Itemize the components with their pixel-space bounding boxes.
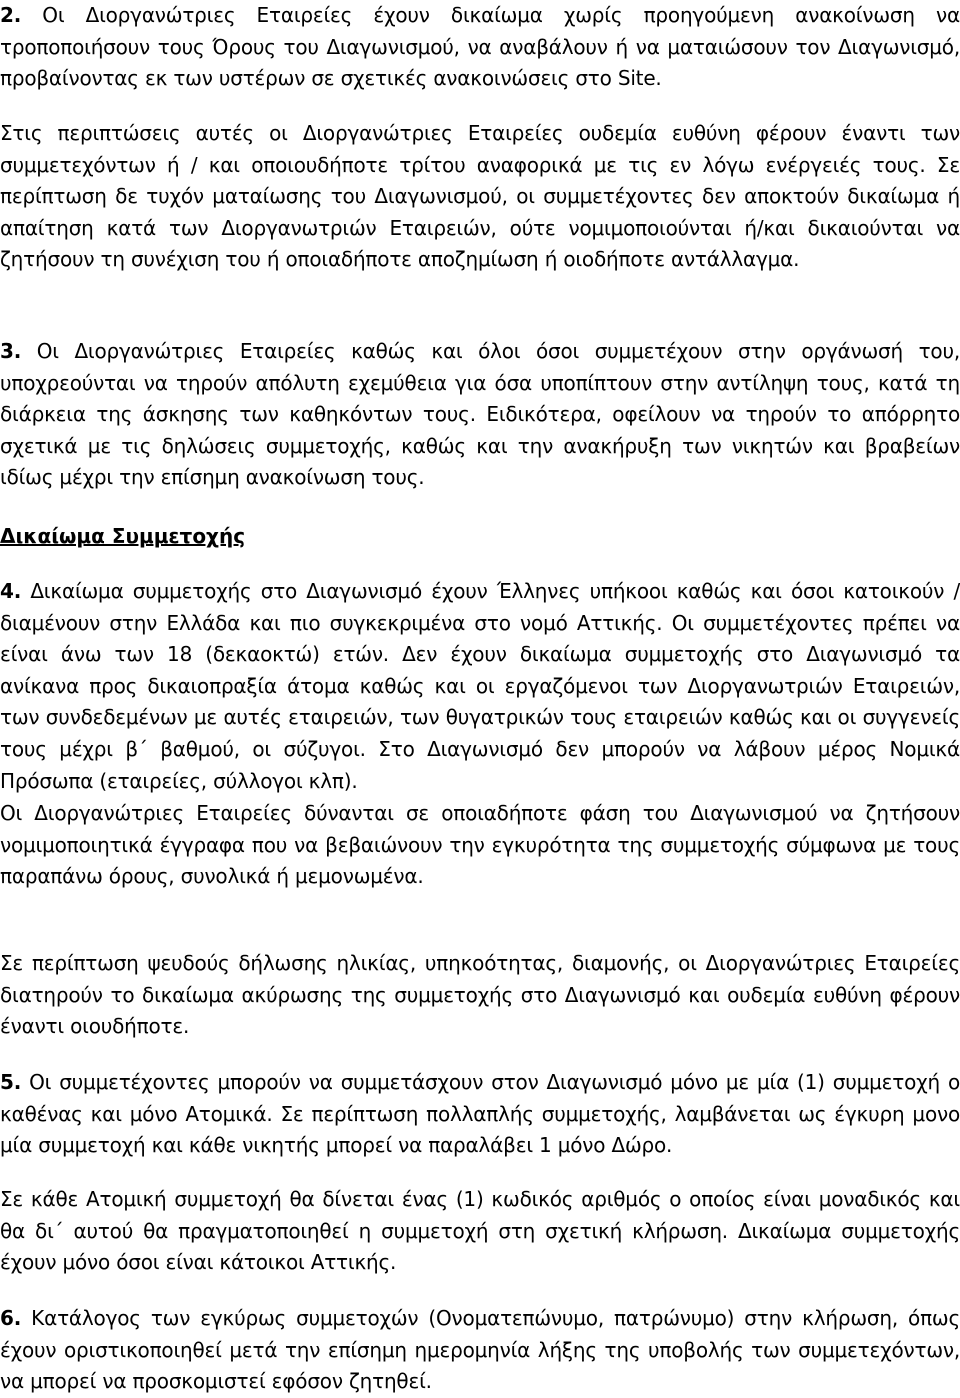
section-3-number: 3. (0, 339, 22, 363)
section-2-paragraph (0, 0, 960, 95)
section-3-text: Οι Διοργανώτριες Εταιρείες καθώς και όλοι όσοι συμμετέχουν στην οργάνωσή του, υποχρεούνται να τηρούν απόλυτη εχεμύθεια για όσα υποπίπτουν στην αντίληψη τους, κατά τη διάρκεια της άσκησης των καθηκόντων τους. Ειδικότερα, οφείλουν να τηρούν το απόρρητο σχετικά με τις δηλώσεις συμμετοχής, καθώς και την ανακήρυξη των νικητών και βραβείων ιδίως μέχρι την επίσημη ανακοίνωση τους. (0, 339, 960, 490)
section-5-text: Οι συμμετέχοντες μπορούν να συμμετάσχουν στον Διαγωνισμό μόνο με μία (1) συμμετοχή ο καθένας και μόνο Ατομικά. Σε περίπτωση πολλαπλής συμμετοχής, λαμβάνεται ως έγκυρη μονο μία συμμετοχή και κάθε νικητής μπορεί να παραλάβει 1 μόνο Δώρο. (0, 1070, 960, 1158)
section-5-code-paragraph: Σε κάθε Ατομική συμμετοχή θα δίνεται ένας (1) κωδικός αριθμός ο οποίος είναι μοναδικός και θα δι΄ αυτού θα πραγματοποιηθεί η συμμετοχή στη σχετική κλήρωση. Δικαίωμα συμμετοχής έχουν μόνο όσοι είναι κάτοικοι Αττικής. (0, 1187, 960, 1275)
section-5-paragraph (0, 1067, 960, 1162)
section-6-number: 6. (0, 1306, 22, 1330)
participation-right-heading: Δικαίωμα Συμμετοχής (0, 524, 246, 548)
section-2-followup-paragraph: Στις περιπτώσεις αυτές οι Διοργανώτριες Εταιρείες ουδεμία ευθύνη φέρουν έναντι των συμμετεχόντων ή / και οποιουδήποτε τρίτου αναφορικά με τις εν λόγω ενέργειές τους. Σε περίπτωση δε τυχόν ματαίωσης του Διαγωνισμού, οι συμμετέχοντες δεν αποκτούν δικαίωμα ή απαίτηση κατά των Διοργανωτριών Εταιρειών, ούτε νομιμοποιούνται ή/και δικαιούνται να ζητήσουν τη συνέχιση του ή οποιαδήποτε αποζημίωση ή οιοδήποτε αντάλλαγμα. (0, 121, 960, 272)
section-4-documents-paragraph: Οι Διοργανώτριες Εταιρείες δύνανται σε οποιαδήποτε φάση του Διαγωνισμού να ζητήσουν νομιμοποιητικά έγγραφα που να βεβαιώνουν την εγκυρότητα της συμμετοχής σύμφωνα με τους παραπάνω όρους, συνολικά ή μεμονωμένα. (0, 801, 960, 889)
section-2-number: 2. (0, 3, 22, 27)
section-5-number: 5. (0, 1070, 22, 1094)
section-4-paragraph (0, 576, 960, 797)
section-3-paragraph (0, 336, 960, 494)
section-6-paragraph (0, 1303, 960, 1398)
section-4-false-declaration-paragraph: Σε περίπτωση ψευδούς δήλωσης ηλικίας, υπηκοότητας, διαμονής, οι Διοργανώτριες Εταιρείες διατηρούν το δικαίωμα ακύρωσης της συμμετοχής στο Διαγωνισμό και ουδεμία ευθύνη φέρουν έναντι οιουδήποτε. (0, 951, 960, 1039)
section-4-number: 4. (0, 579, 22, 603)
section-6-text: Κατάλογος των εγκύρως συμμετοχών (Ονοματεπώνυμο, πατρώνυμο) στην κλήρωση, όπως έχουν οριστικοποιηθεί μετά την επίσημη ημερομηνία λήξης της υποβολής των συμμετεχόντων, να μπορεί να προσκομιστεί εφόσον ζητηθεί. (0, 1306, 960, 1394)
section-2-text: Οι Διοργανώτριες Εταιρείες έχουν δικαίωμα χωρίς προηγούμενη ανακοίνωση να τροποποιήσουν τους Όρους του Διαγωνισμού, να αναβάλουν ή να ματαιώσουν τον Διαγωνισμό, προβαίνοντας εκ των υστέρων σε σχετικές ανακοινώσεις στο Site. (0, 3, 960, 91)
section-4-text: Δικαίωμα συμμετοχής στο Διαγωνισμό έχουν Έλληνες υπήκοοι καθώς και όσοι κατοικούν / διαμένουν στην Ελλάδα και πιο συγκεκριμένα στο νομό Αττικής. Οι συμμετέχοντες πρέπει να είναι άνω των 18 (δεκαοκτώ) ετών. Δεν έχουν δικαίωμα συμμετοχής στο Διαγωνισμό τα ανίκανα προς δικαιοπραξία άτομα καθώς και οι εργαζόμενοι των Διοργανωτριών Εταιρειών, των συνδεδεμένων με αυτές εταιρειών, των θυγατρικών τους εταιρειών καθώς και οι συγγενείς τους μέχρι β΄ βαθμού, οι σύζυγοι. Στο Διαγωνισμό δεν μπορούν να λάβουν μέρος Νομικά Πρόσωπα (εταιρείες, σύλλογοι κλπ). (0, 579, 960, 793)
